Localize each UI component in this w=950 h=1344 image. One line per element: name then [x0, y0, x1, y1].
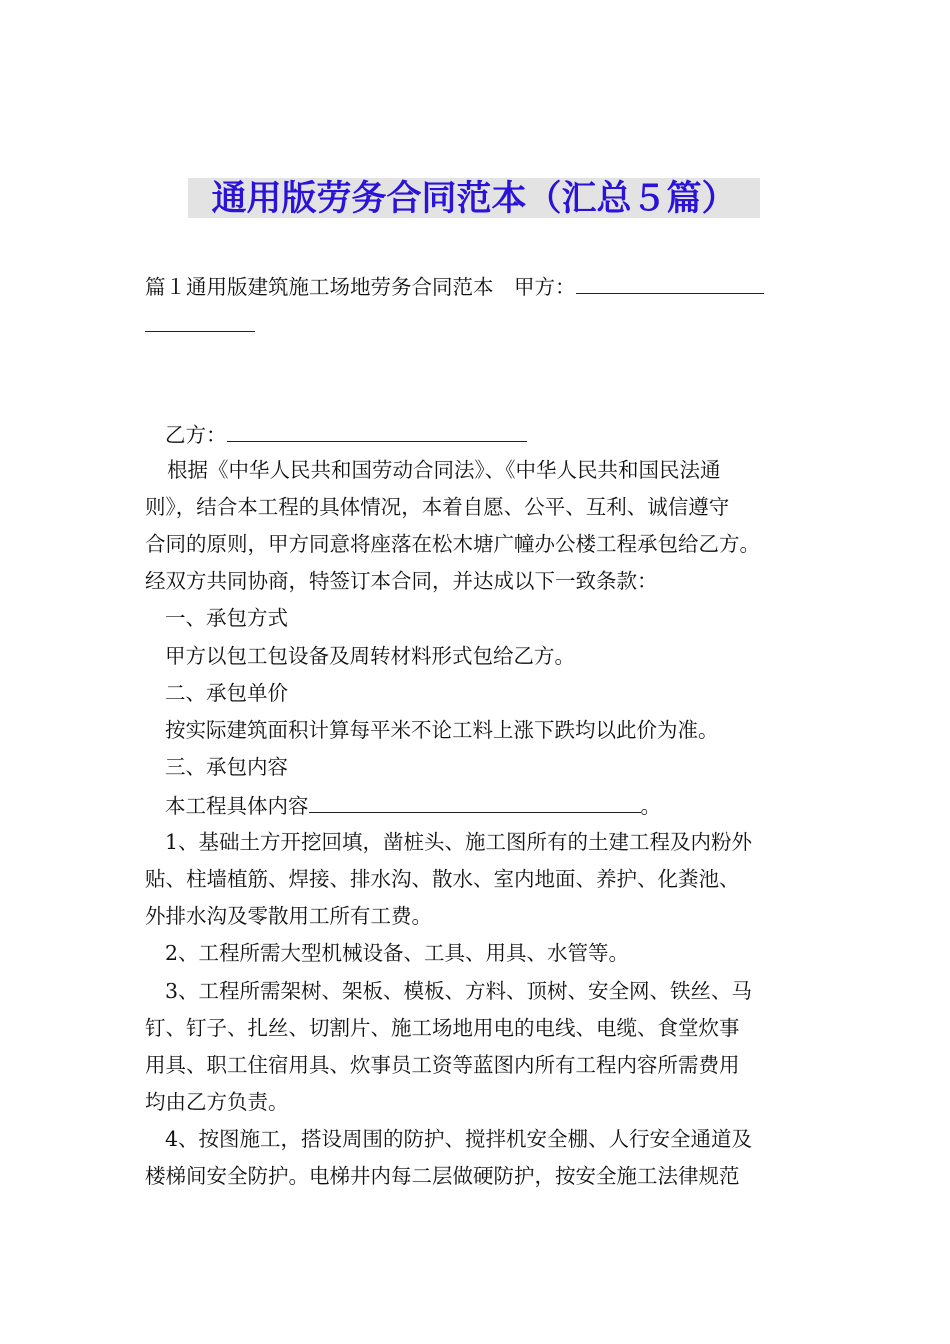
list-item: 3、工程所需架树、架板、模板、方料、顶树、安全网、铁丝、马 — [165, 979, 753, 1003]
content-blank — [309, 792, 641, 813]
list-item: 钉、钉子、扎丝、切割片、施工场地用电的电线、电缆、食堂炊事 — [145, 1016, 740, 1040]
list-item: 1、基础土方开挖回填，凿桩头、施工图所有的土建工程及内粉外 — [165, 830, 753, 854]
header-line-text: 篇１通用版建筑施工场地劳务合同范本 甲方： — [145, 275, 576, 299]
section-heading: 二、承包单价 — [165, 681, 288, 705]
list-item: 楼梯间安全防护。电梯井内每二层做硬防护，按安全施工法律规范 — [145, 1164, 740, 1188]
party-b-blank — [227, 421, 527, 442]
paragraph-line: 按实际建筑面积计算每平米不论工料上涨下跌均以此价为准。 — [165, 718, 719, 742]
section-heading: 一、承包方式 — [165, 606, 288, 630]
party-a-blank-continued — [145, 311, 255, 338]
paragraph-line: 则》，结合本工程的具体情况，本着自愿、公平、互利、诚信遵守 — [145, 495, 730, 519]
party-b-label: 乙方： — [165, 423, 227, 447]
list-item: 2、工程所需大型机械设备、工具、用具、水管等。 — [165, 941, 630, 965]
party-a-blank-line2 — [145, 311, 255, 332]
list-item: 外排水沟及零散用工所有工费。 — [145, 904, 432, 928]
list-item: 均由乙方负责。 — [145, 1090, 289, 1114]
party-a-blank — [576, 273, 764, 294]
paragraph-line: 根据《中华人民共和国劳动合同法》、《中华人民共和国民法通 — [167, 458, 721, 482]
paragraph-line: 合同的原则，甲方同意将座落在松木塘广幢办公楼工程承包给乙方。 — [145, 532, 760, 556]
content-label: 本工程具体内容 — [165, 794, 309, 818]
list-item: 用具、职工住宿用具、炊事员工资等蓝图内所有工程内容所需费用 — [145, 1053, 740, 1077]
content-suffix: 。 — [640, 794, 661, 818]
party-b-line — [165, 421, 527, 448]
paragraph-line: 甲方以包工包设备及周转材料形式包给乙方。 — [165, 644, 575, 668]
list-item: 4、按图施工，搭设周围的防护、搅拌机安全棚、人行安全通道及 — [165, 1127, 753, 1151]
header-line — [145, 273, 764, 300]
content-line — [165, 792, 661, 819]
list-item: 贴、柱墙植筋、焊接、排水沟、散水、室内地面、养护、化粪池、 — [145, 867, 740, 891]
document-title: 通用版劳务合同范本（汇总５篇） — [211, 179, 737, 219]
section-heading: 三、承包内容 — [165, 755, 288, 779]
paragraph-line: 经双方共同协商，特签订本合同，并达成以下一致条款： — [145, 569, 658, 593]
